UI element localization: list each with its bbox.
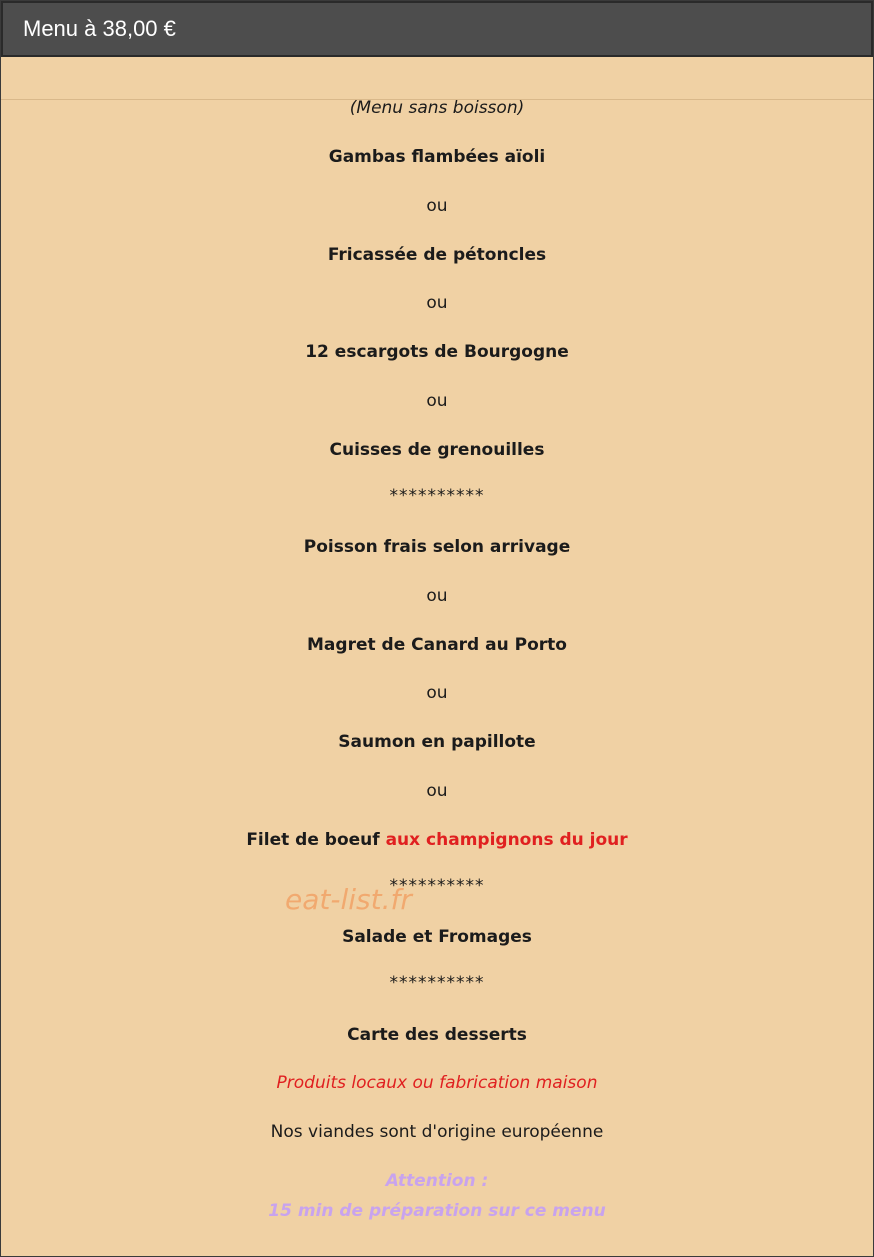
preparation-time-note: 15 min de préparation sur ce menu — [268, 1201, 606, 1221]
dish-starter-3: 12 escargots de Bourgogne — [305, 342, 569, 362]
dish-main-1: Poisson frais selon arrivage — [303, 537, 571, 557]
meat-origin-note: Nos viandes sont d'origine européenne — [270, 1122, 604, 1142]
dish-main-3: Saumon en papillote — [338, 732, 536, 752]
or-separator-1: ou — [426, 196, 448, 216]
or-separator-3: ou — [426, 391, 448, 411]
attention-label: Attention : — [385, 1171, 489, 1191]
menu-header — [1, 1, 873, 57]
course-separator-2: ********** — [389, 876, 485, 896]
dish-starter-2: Fricassée de pétoncles — [327, 245, 547, 265]
dish-main-2: Magret de Canard au Porto — [307, 635, 567, 655]
dish-dessert: Carte des desserts — [347, 1025, 527, 1045]
course-separator-1: ********** — [389, 486, 485, 506]
dish-starter-1: Gambas flambées aïoli — [328, 147, 546, 167]
dish-cheese: Salade et Fromages — [342, 927, 532, 947]
local-products-note: Produits locaux ou fabrication maison — [276, 1073, 598, 1093]
or-separator-5: ou — [426, 683, 448, 703]
watermark: eat-list.fr — [285, 883, 412, 916]
menu-title: Menu à 38,00 € — [23, 16, 176, 41]
or-separator-4: ou — [426, 586, 448, 606]
or-separator-6: ou — [426, 781, 448, 801]
or-separator-2: ou — [426, 293, 448, 313]
dish-main-4-name: Filet de boeuf — [246, 830, 380, 850]
course-separator-3: ********** — [389, 973, 485, 993]
menu-note: (Menu sans boisson) — [349, 98, 525, 118]
dish-main-4-garnish: aux champignons du jour — [385, 830, 628, 850]
dish-main-4 — [1, 829, 873, 851]
dish-starter-4: Cuisses de grenouilles — [329, 440, 545, 460]
